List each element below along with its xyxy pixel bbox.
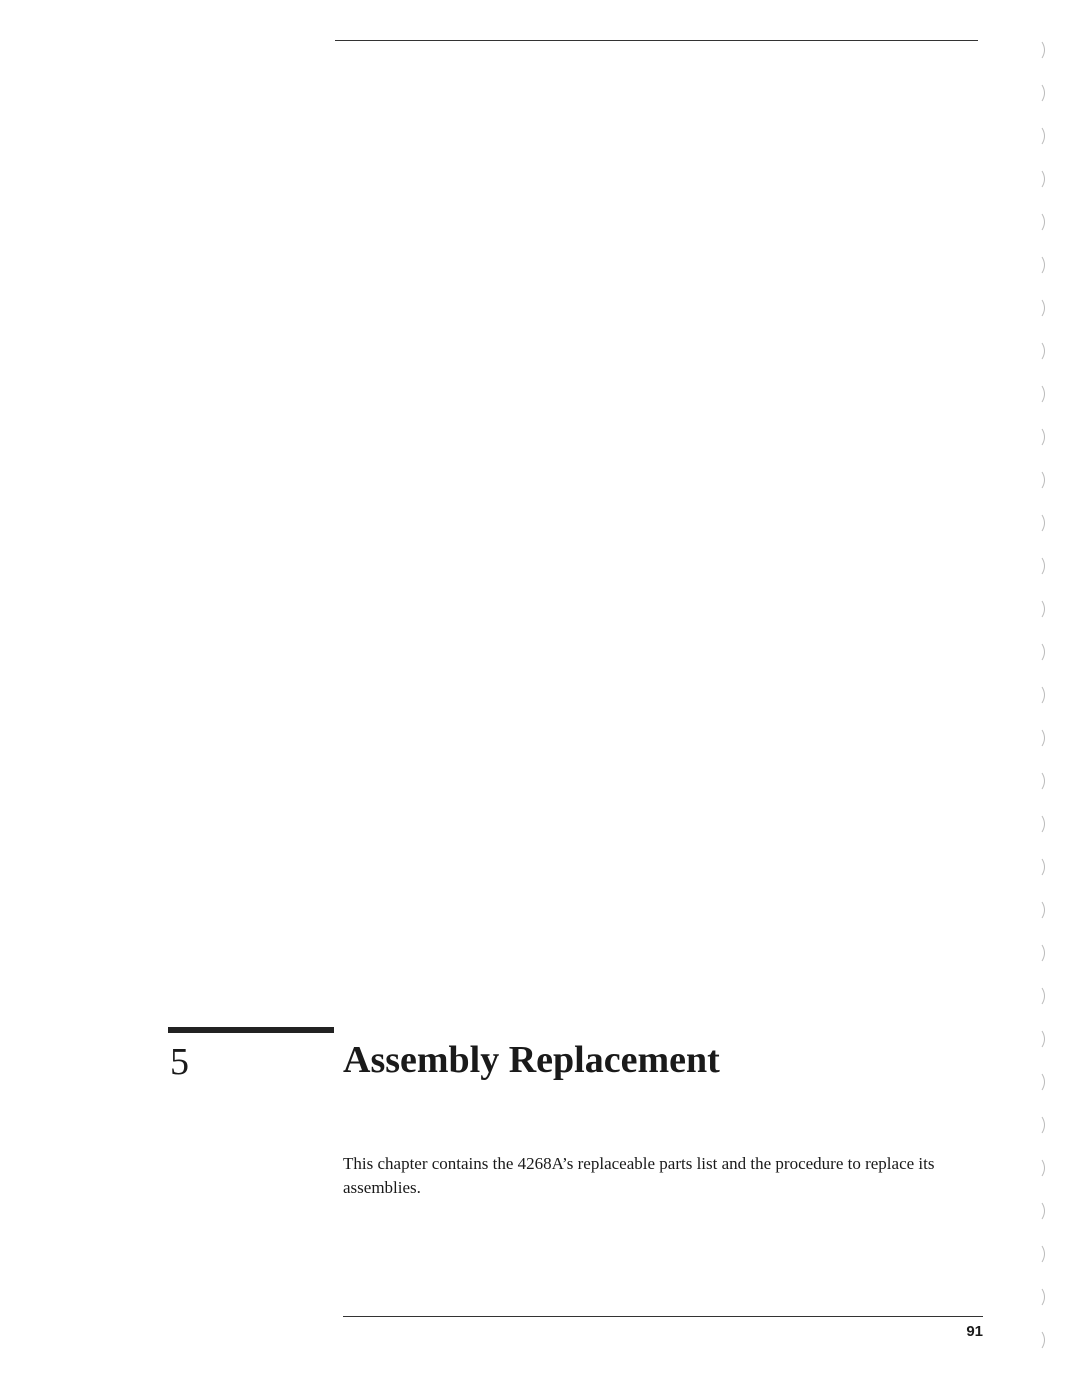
chapter-intro-paragraph: This chapter contains the 4268A’s replaceable parts list and the procedure to replace its assemblies. bbox=[343, 1154, 935, 1197]
footer-rule bbox=[343, 1316, 983, 1317]
binding-hole-marks bbox=[1030, 30, 1060, 1390]
chapter-marker-bar bbox=[168, 1027, 334, 1033]
page-number: 91 bbox=[966, 1323, 983, 1340]
chapter-number: 5 bbox=[170, 1041, 189, 1083]
header-rule bbox=[335, 40, 978, 41]
chapter-title: Assembly Replacement bbox=[343, 1039, 720, 1081]
